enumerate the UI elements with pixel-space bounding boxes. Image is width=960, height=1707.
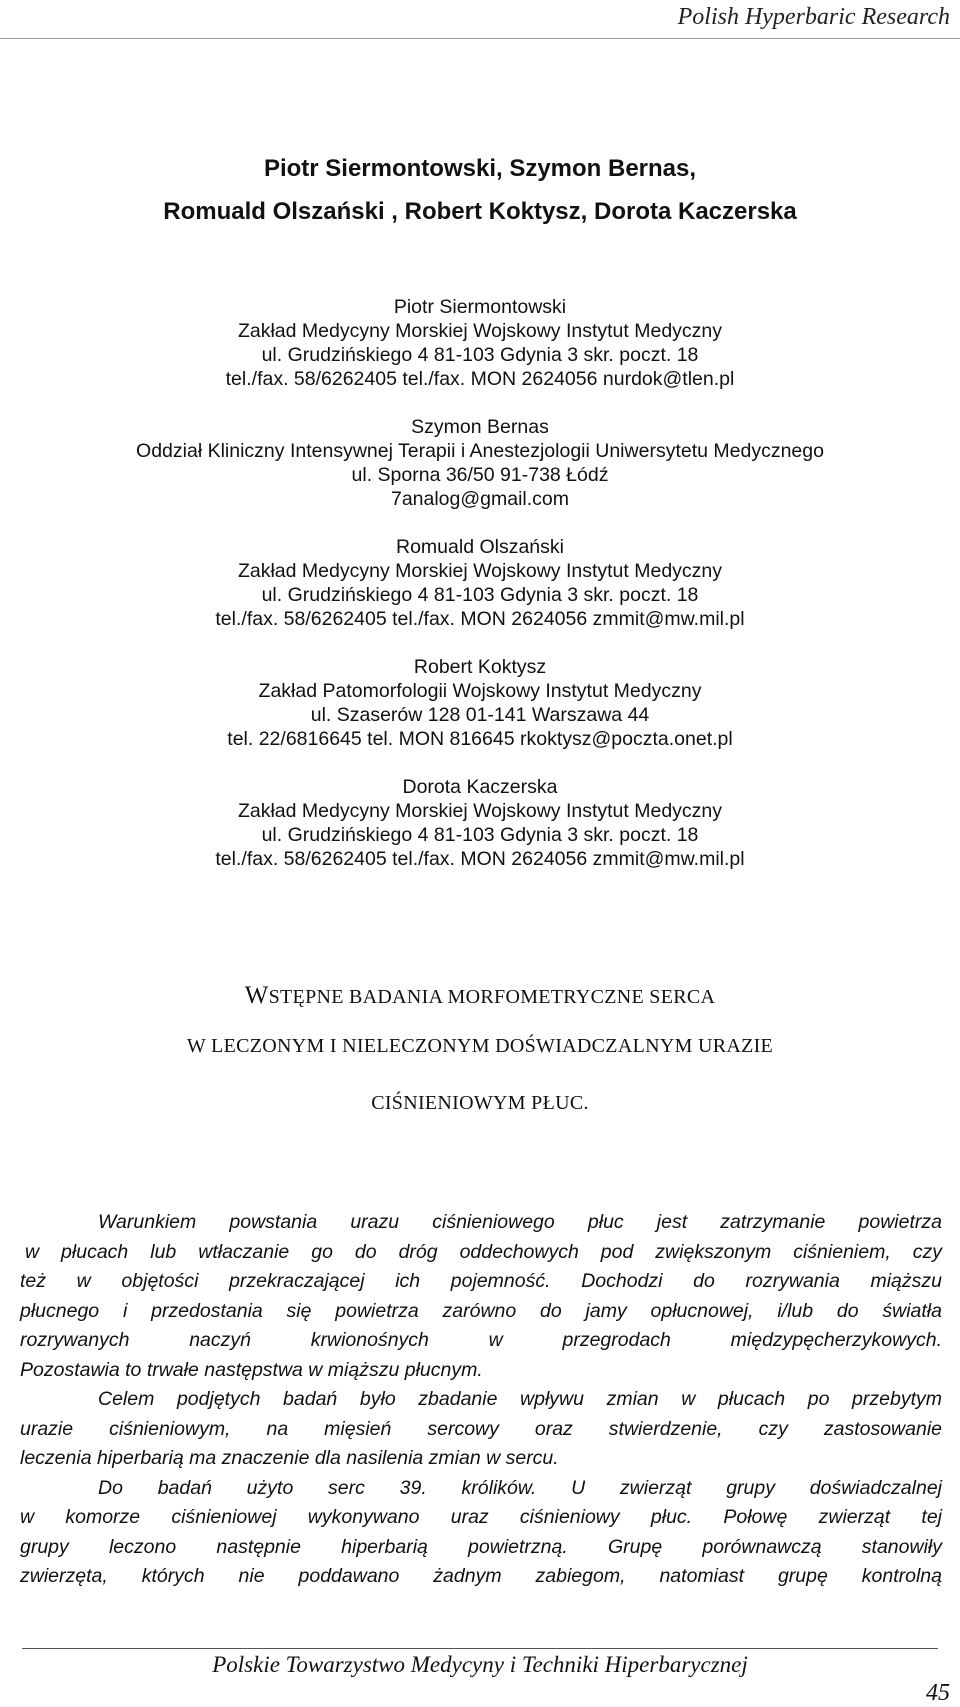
affiliation-contact: tel. 22/6816645 tel. MON 816645 rkoktysz@poczta.onet.pl (227, 728, 733, 750)
abstract-line: zwierzęta, których nie poddawano żadnym zabiegom, natomiast grupę kontrolną (20, 1565, 942, 1587)
affiliation-institution: Zakład Medycyny Morskiej Wojskowy Instytut Medyczny (237, 800, 723, 822)
affiliation-name: Szymon Bernas (411, 416, 549, 438)
title-initial: W (186, 1035, 206, 1057)
affiliation-address: ul. Grudzińskiego 4 81-103 Gdynia 3 skr. poczt. 18 (261, 584, 699, 606)
abstract (20, 1208, 942, 1592)
affiliation-contact: tel./fax. 58/6262405 tel./fax. MON 2624056 zmmit@mw.mil.pl (215, 848, 745, 870)
abstract-line: w płucach lub wtłaczanie go do dróg oddechowych pod zwiększonym ciśnieniem, czy (25, 1240, 942, 1263)
abstract-line: urazie ciśnieniowym, na mięsień sercowy oraz stwierdzenie, czy zastosowanie (20, 1417, 942, 1440)
affiliation-address: ul. Sporna 36/50 91-738 Łódź (351, 464, 609, 486)
affiliation-name: Romuald Olszański (396, 536, 564, 558)
abstract-line: płucnego i przedostania się powietrza zarówno do jamy opłucnowej, i/lub do światła (20, 1299, 942, 1322)
affiliation-name: Dorota Kaczerska (402, 776, 558, 798)
authors-line-2: Romuald Olszański , Robert Koktysz, Dorota Kaczerska (163, 198, 797, 225)
abstract-line: Celem podjętych badań było zbadanie wpływu zmian w płucach po przebytym (98, 1388, 942, 1410)
affiliation-institution: Zakład Medycyny Morskiej Wojskowy Instytut Medyczny (237, 320, 723, 342)
abstract-line: w komorze ciśnieniowej wykonywano uraz ciśnieniowy płuc. Połowę zwierząt tej (20, 1506, 942, 1528)
affiliation-institution: Zakład Patomorfologii Wojskowy Instytut Medyczny (258, 680, 702, 702)
footer-divider (22, 1648, 938, 1649)
abstract-line: Warunkiem powstania urazu ciśnieniowego płuc jest zatrzymanie powietrza (98, 1211, 942, 1233)
abstract-line: też w objętości przekraczającej ich pojemność. Dochodzi do rozrywania miąższu (20, 1270, 942, 1292)
affiliation-institution: Zakład Medycyny Morskiej Wojskowy Instytut Medyczny (237, 560, 723, 582)
abstract-line: leczenia hiperbarią ma znaczenie dla nasilenia zmian w sercu. (20, 1447, 559, 1469)
running-title: Polish Hyperbaric Research (677, 4, 950, 30)
abstract-line: rozrywanych naczyń krwionośnych w przegrodach międzypęcherzykowych. (20, 1329, 942, 1351)
title-text: STĘPNE BADANIA MORFOMETRYCZNE SERCA (268, 986, 716, 1008)
affiliation-contact: tel./fax. 58/6262405 tel./fax. MON 2624056 nurdok@tlen.pl (225, 368, 735, 390)
authors-line-1: Piotr Siermontowski, Szymon Bernas, (263, 155, 697, 182)
paper-title-line-2 (0, 1035, 960, 1058)
affiliation-address: ul. Grudzińskiego 4 81-103 Gdynia 3 skr. poczt. 18 (261, 344, 699, 366)
abstract-line: Do badań użyto serc 39. królików. U zwierząt grupy doświadczalnej (98, 1476, 942, 1499)
affiliation-contact: 7analog@gmail.com (390, 488, 570, 510)
affiliation-olszanski (0, 535, 960, 631)
header-divider (0, 38, 960, 39)
affiliation-bernas (0, 415, 960, 511)
title-text: LECZONYM I NIELECZONYM DOŚWIADCZALNYM URAZIE (205, 1035, 774, 1057)
affiliation-address: ul. Grudzińskiego 4 81-103 Gdynia 3 skr. poczt. 18 (261, 824, 699, 846)
journal-name: Polskie Towarzystwo Medycyny i Techniki Hiperbarycznej (212, 1652, 748, 1677)
affiliation-siermontowski (0, 295, 960, 391)
page-number: 45 (926, 1680, 950, 1706)
affiliation-name: Piotr Siermontowski (393, 296, 567, 318)
affiliation-koktysz (0, 655, 960, 751)
affiliation-kaczerska (0, 775, 960, 871)
affiliation-name: Robert Koktysz (413, 656, 547, 678)
affiliation-institution: Oddział Kliniczny Intensywnej Terapii i Anestezjologii Uniwersytetu Medycznego (136, 440, 824, 462)
paper-title-line-3: CIŚNIENIOWYM PŁUC. (371, 1092, 589, 1114)
affiliation-contact: tel./fax. 58/6262405 tel./fax. MON 2624056 zmmit@mw.mil.pl (215, 608, 745, 630)
affiliation-address: ul. Szaserów 128 01-141 Warszawa 44 (310, 704, 650, 726)
affiliations (0, 295, 960, 895)
abstract-line: grupy leczono następnie hiperbarią powietrzną. Grupę porównawczą stanowiły (20, 1535, 942, 1558)
abstract-line: Pozostawia to trwałe następstwa w miąższu płucnym. (20, 1358, 483, 1381)
paper-title-line-1 (0, 982, 960, 1010)
title-initial: W (244, 982, 269, 1009)
